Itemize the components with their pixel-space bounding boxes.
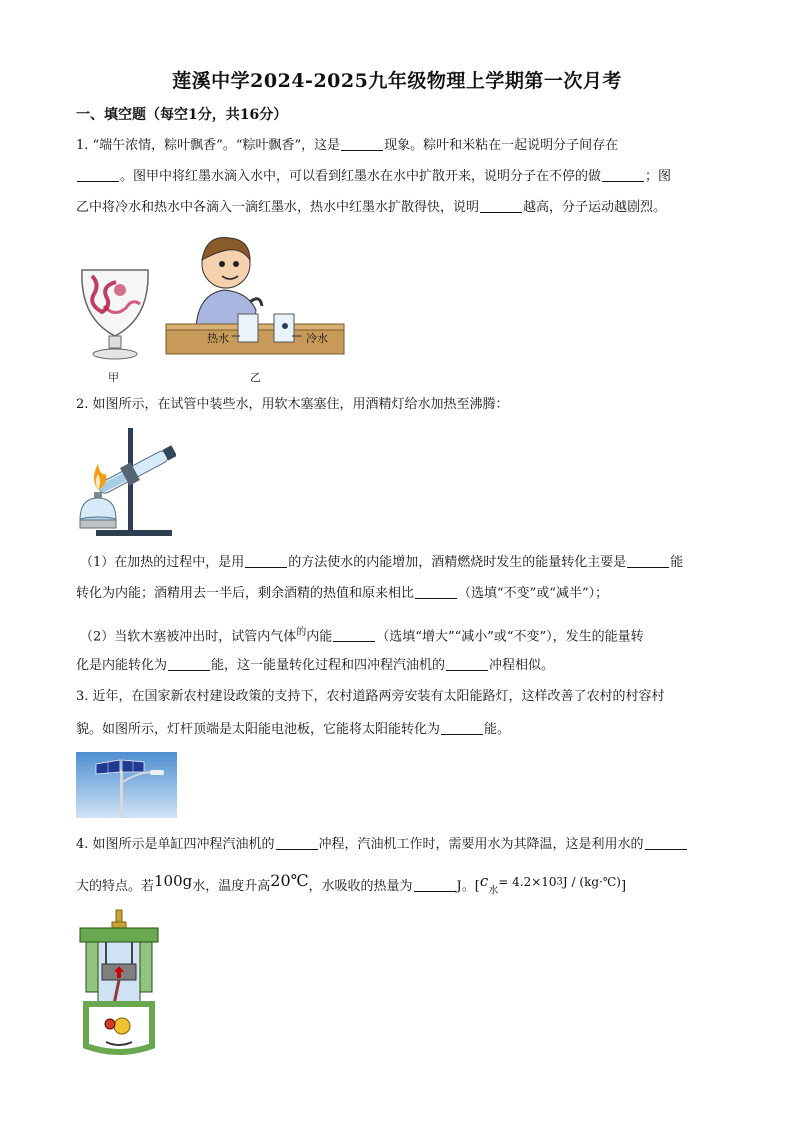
q4-line2: 大的特点。若100g水，温度升高20℃，水吸收的热量为 J。[$c_水= 4.2\times 10^3J$ / (kg·℃)] bbox=[76, 871, 627, 897]
q2-part1-line2: 转化为内能；酒精用去一半后，剩余酒精的热值和原来相比 （选填“不变”或“减半”）； bbox=[76, 586, 609, 601]
q3-line1: 3. 近年，在国家新农村建设政策的支持下，农村道路两旁安装有太阳能路灯，这样改善了农村的村容村 bbox=[76, 689, 665, 704]
answer-blank[interactable] bbox=[441, 720, 483, 735]
ink-glass-figure bbox=[76, 266, 154, 362]
answer-blank[interactable] bbox=[77, 167, 119, 182]
q3-line2: 貌。如图所示，灯杆顶端是太阳能电池板，它能将太阳能转化为 能。 bbox=[76, 722, 511, 737]
answer-blank[interactable] bbox=[333, 627, 375, 642]
q2-stem: 2. 如图所示，在试管中装些水，用软木塞塞住，用酒精灯给水加热至沸腾： bbox=[76, 397, 509, 412]
specific-heat-symbol: c bbox=[479, 872, 489, 890]
answer-blank[interactable] bbox=[245, 553, 287, 568]
answer-blank[interactable] bbox=[341, 136, 383, 151]
answer-blank[interactable] bbox=[414, 877, 456, 892]
superscript-mark: 的 bbox=[296, 627, 307, 638]
figure-caption-jia: 甲 bbox=[108, 371, 119, 384]
temperature-value: 20℃ bbox=[270, 871, 309, 890]
q2-part2-line2: 化是内能转化为 能，这一能量转化过程和四冲程汽油机的 冲程相似。 bbox=[76, 658, 555, 673]
answer-blank[interactable] bbox=[276, 835, 318, 850]
answer-blank[interactable] bbox=[602, 167, 644, 182]
answer-blank[interactable] bbox=[168, 656, 210, 671]
label-cold-water: 冷水 bbox=[306, 332, 328, 345]
section-heading: 一、填空题（每空1分，共16分） bbox=[76, 107, 288, 123]
answer-blank[interactable] bbox=[480, 198, 522, 213]
q1-line2: 。图甲中将红墨水滴入水中，可以看到红墨水在水中扩散开来，说明分子在不停的做 ；图 bbox=[76, 167, 671, 186]
q1-line3: 乙中将冷水和热水中各滴入一滴红墨水，热水中红墨水扩散得快，说明 越高，分子运动越剧烈。 bbox=[76, 200, 667, 215]
answer-blank[interactable] bbox=[415, 584, 457, 599]
q2-part1-line1: （1）在加热的过程中，是用 的方法使水的内能增加，酒精燃烧时发生的能量转化主要是 能 bbox=[80, 555, 684, 570]
page-title: 莲溪中学2024-2025九年级物理上学期第一次月考 bbox=[172, 70, 622, 92]
q2-part2-line1: （2）当软木塞被冲出时，试管内气体$^的$内能 （选填“增大”“减小”或“不变”），发生的能量转 bbox=[80, 627, 644, 645]
test-tube-apparatus-figure bbox=[76, 424, 176, 544]
answer-blank[interactable] bbox=[446, 656, 488, 671]
answer-blank[interactable] bbox=[645, 835, 687, 850]
q1-line1: 1. “端午浓情，粽叶飘香”。“粽叶飘香”，这是 现象。粽叶和米粘在一起说明分子间存在 bbox=[76, 138, 619, 153]
q4-line1: 4. 如图所示是单缸四冲程汽油机的 冲程，汽油机工作时，需要用水为其降温，这是利用水的 bbox=[76, 835, 688, 854]
label-hot-water: 热水 bbox=[207, 332, 229, 345]
solar-street-light-image bbox=[76, 752, 177, 818]
answer-blank[interactable] bbox=[627, 553, 669, 568]
engine-cylinder-figure bbox=[76, 908, 162, 1058]
mass-value: 100g bbox=[154, 872, 193, 890]
figure-caption-yi: 乙 bbox=[250, 371, 261, 384]
